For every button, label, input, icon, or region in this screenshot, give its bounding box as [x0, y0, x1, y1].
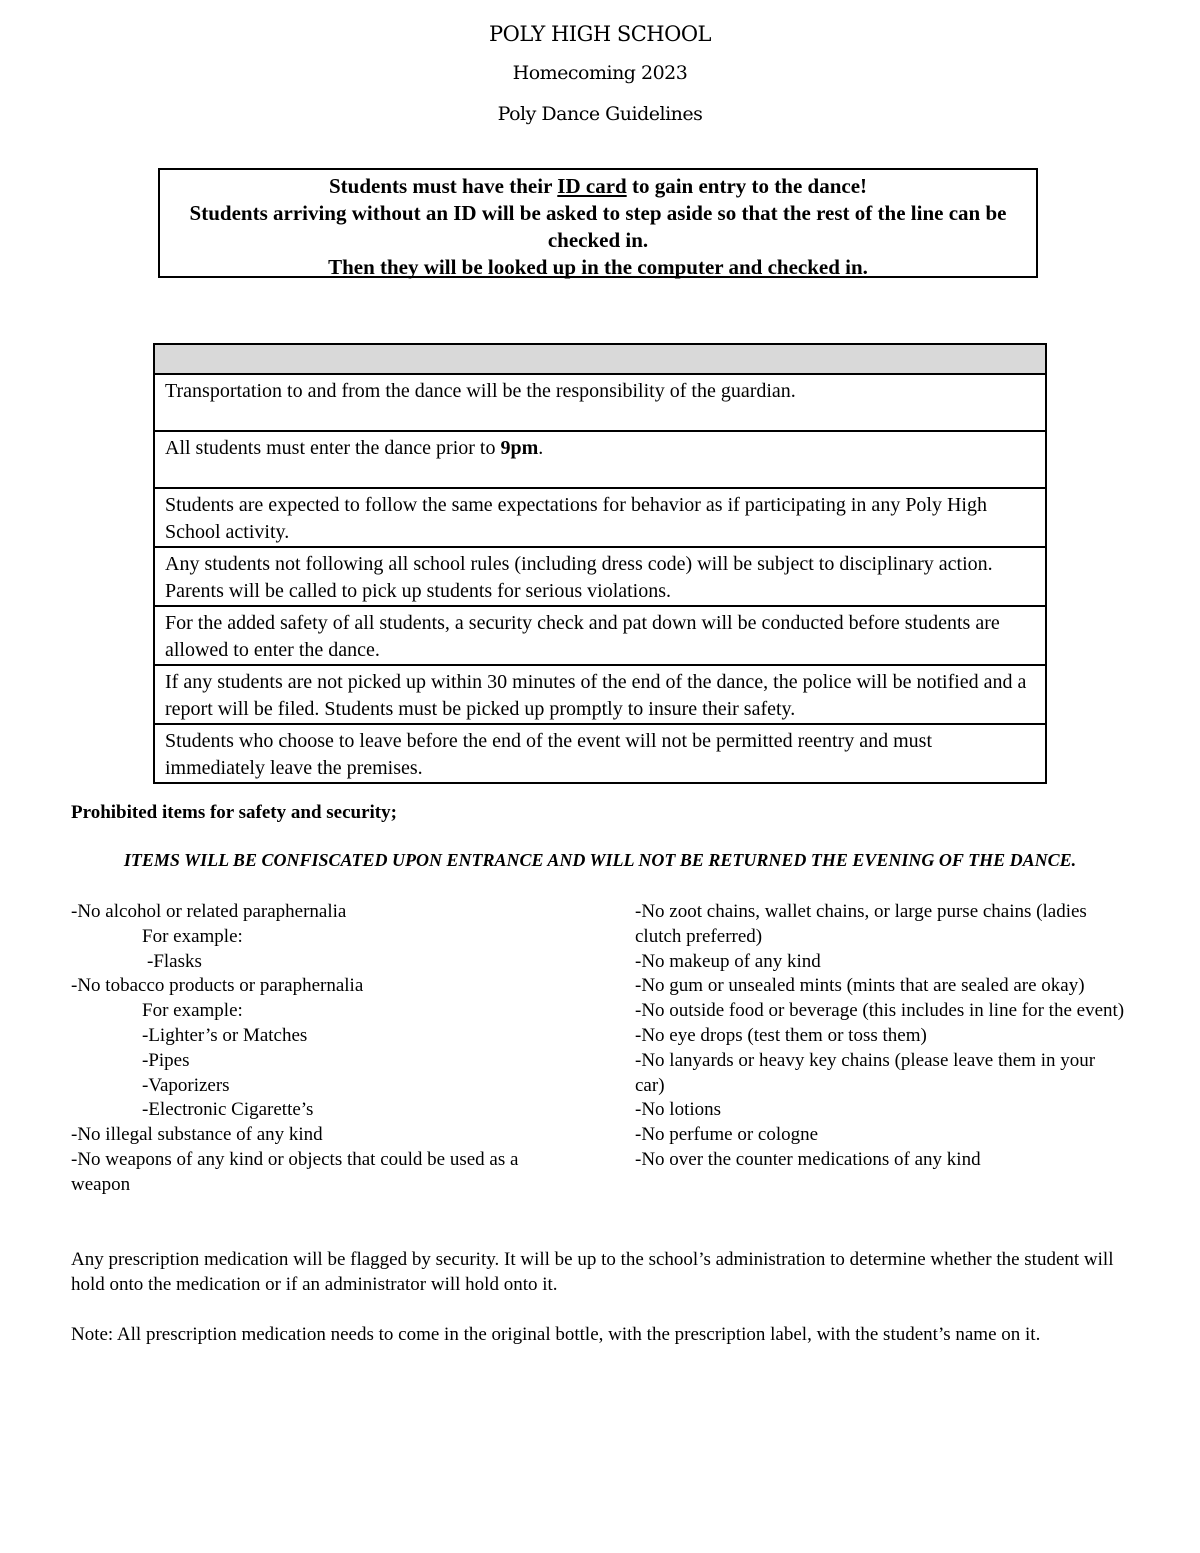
rule-school-rules: Any students not following all school rules (including dress code) will be subject to disciplinary action. Parents will be called to pick up students for serious violations. — [154, 547, 1046, 606]
rule-pickup: If any students are not picked up within 30 minutes of the end of the dance, the police will be notified and a report will be filed. Students must be picked up promptly to insure their safety. — [154, 665, 1046, 724]
table-row — [154, 606, 1046, 665]
school-name: POLY HIGH SCHOOL — [488, 22, 711, 46]
table-row — [154, 665, 1046, 724]
table-header-row — [154, 344, 1046, 374]
confiscation-warning: ITEMS WILL BE CONFISCATED UPON ENTRANCE AND WILL NOT BE RETURNED THE EVENING OF THE DANCE. — [123, 850, 1077, 870]
list-item: -No over the counter medications of any kind — [635, 1148, 981, 1170]
list-item: -No outside food or beverage (this includes in line for the event) — [635, 1000, 1125, 1022]
guidelines-table — [153, 343, 1047, 784]
list-item: -No makeup of any kind — [635, 950, 821, 972]
id-notice-line-2: Students arriving without an ID will be asked to step aside so that the rest of the line can be checked in. — [189, 201, 1007, 252]
list-item: -No alcohol or related paraphernalia — [71, 901, 347, 922]
document-subtitle: Poly Dance Guidelines — [497, 103, 703, 125]
rule-transportation: Transportation to and from the dance will be the responsibility of the guardian. — [154, 374, 1046, 431]
id-notice-line-1: Students must have their ID card to gain entry to the dance! — [328, 174, 868, 198]
prohibited-list-right — [635, 900, 1125, 1173]
list-item: For example: — [142, 925, 243, 947]
entry-time: 9pm — [500, 437, 539, 459]
id-notice-line-3: Then they will be looked up in the computer and checked in. — [328, 255, 868, 279]
list-item: -Flasks — [147, 950, 202, 972]
table-row — [154, 724, 1046, 783]
list-item: -No zoot chains, wallet chains, or large purse chains (ladies clutch preferred) — [635, 901, 1092, 947]
list-item: -Vaporizers — [142, 1074, 230, 1096]
event-title: Homecoming 2023 — [512, 62, 688, 84]
prohibited-items-title: Prohibited items for safety and security; — [71, 802, 397, 823]
rule-behavior: Students are expected to follow the same expectations for behavior as if participating in any Poly High School activity. — [154, 488, 1046, 547]
rule-security-check: For the added safety of all students, a security check and pat down will be conducted before students are allowed to enter the dance. — [154, 606, 1046, 665]
list-item: -No eye drops (test them or toss them) — [635, 1024, 927, 1046]
rule-entry-time: All students must enter the dance prior to 9pm. — [154, 431, 1046, 488]
prohibited-list-left — [71, 900, 571, 1198]
list-item: -Lighter’s or Matches — [142, 1024, 308, 1046]
medication-note: Note: All prescription medication needs to come in the original bottle, with the prescription label, with the student’s name on it. — [71, 1324, 1041, 1345]
list-item: -Electronic Cigarette’s — [142, 1099, 314, 1121]
medication-policy: Any prescription medication will be flagged by security. It will be up to the school’s administration to determine whether the student will hold onto the medication or if an administrator will hold onto it. — [71, 1249, 1114, 1295]
table-row — [154, 547, 1046, 606]
list-item: -No gum or unsealed mints (mints that are sealed are okay) — [635, 975, 1085, 997]
list-item: For example: — [142, 1000, 243, 1022]
id-card-term: ID card — [557, 174, 627, 198]
list-item: -No weapons of any kind or objects that could be used as a weapon — [71, 1148, 524, 1195]
table-row — [154, 431, 1046, 488]
list-item: -No lanyards or heavy key chains (please leave them in your car) — [635, 1049, 1100, 1096]
id-requirement-notice — [158, 168, 1038, 278]
list-item: -No tobacco products or paraphernalia — [71, 975, 364, 997]
table-row — [154, 374, 1046, 431]
list-item: -Pipes — [142, 1049, 190, 1071]
rule-no-reentry: Students who choose to leave before the end of the event will not be permitted reentry and must immediately leave the premises. — [154, 724, 1046, 783]
table-row — [154, 488, 1046, 547]
list-item: -No lotions — [635, 1099, 722, 1121]
list-item: -No perfume or cologne — [635, 1124, 819, 1146]
list-item: -No illegal substance of any kind — [71, 1124, 323, 1146]
